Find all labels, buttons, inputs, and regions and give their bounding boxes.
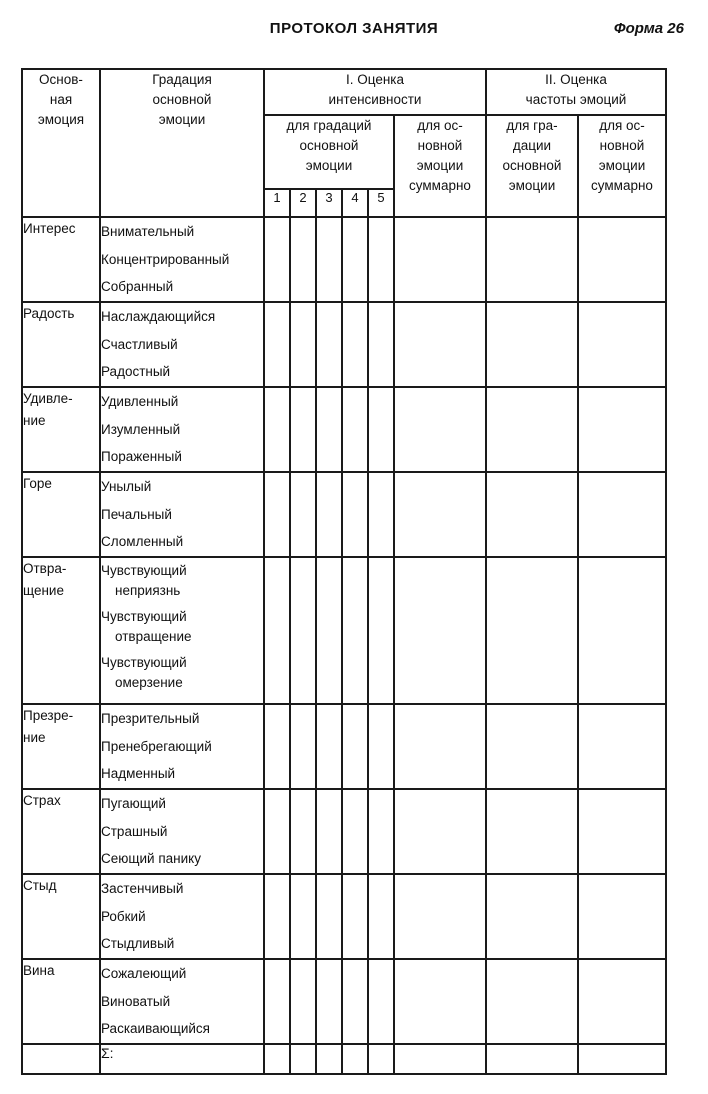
score-cell[interactable] [264,959,290,1044]
score-cell[interactable] [578,789,666,874]
gradation-item: Чувствующий неприязнь [101,563,187,598]
score-cell[interactable] [368,387,394,472]
score-cell[interactable] [578,472,666,557]
score-cell[interactable] [578,217,666,302]
gradation-item: Изумленный [101,421,181,437]
header-gradation: Градация основной эмоции [100,69,264,217]
gradation-item: Сеющий панику [101,851,201,866]
score-cell[interactable] [394,789,486,874]
gradation-item: Надменный [101,766,176,781]
gradation-item: Раскаивающийся [101,1021,210,1036]
score-cell[interactable] [316,557,342,704]
score-cell[interactable] [578,874,666,959]
emotion-name: Удивле- ние [22,387,100,472]
score-cell[interactable] [394,874,486,959]
score-cell[interactable] [316,302,342,387]
emotion-name: Интерес [22,217,100,302]
gradation-item: Собранный [101,279,174,294]
emotion-name: Горе [22,472,100,557]
gradation-item: Презрительный [101,711,200,726]
header-intensity-grades: для градаций основной эмоции [264,115,394,189]
score-cell[interactable] [316,387,342,472]
emotion-row [22,302,666,387]
score-cell[interactable] [290,874,316,959]
score-cell[interactable] [368,302,394,387]
score-cell[interactable] [316,959,342,1044]
emotion-row [22,789,666,874]
emotion-name: Страх [22,789,100,874]
score-cell[interactable] [290,704,316,789]
header-frequency-total: для ос- новной эмоции суммарно [578,115,666,217]
gradation-list [100,704,264,789]
emotion-row [22,704,666,789]
score-cell[interactable] [486,387,578,472]
score-cell[interactable] [264,557,290,704]
score-cell[interactable] [368,874,394,959]
emotion-name: Презре- ние [22,704,100,789]
gradation-item: Печальный [101,506,172,522]
gradation-item: Застенчивый [101,881,184,896]
score-cell[interactable] [316,217,342,302]
score-cell[interactable] [394,704,486,789]
score-cell[interactable] [394,217,486,302]
gradation-item: Стыдливый [101,936,175,951]
gradation-item: Наслаждающийся [101,309,216,324]
grade-number-1: 1 [264,189,290,217]
gradation-list [100,472,264,557]
score-cell[interactable] [342,704,368,789]
score-cell[interactable] [368,959,394,1044]
sum-cell[interactable] [342,1044,368,1074]
score-cell[interactable] [264,472,290,557]
emotion-name: Стыд [22,874,100,959]
emotion-row [22,387,666,472]
score-cell[interactable] [486,557,578,704]
score-cell[interactable] [394,387,486,472]
score-cell[interactable] [342,472,368,557]
gradation-item: Виноватый [101,993,171,1009]
gradation-item: Сожалеющий [101,966,187,981]
score-cell[interactable] [290,302,316,387]
emotion-name: Отвра- щение [22,557,100,704]
gradation-list [100,789,264,874]
emotion-row [22,217,666,302]
page-title: ПРОТОКОЛ ЗАНЯТИЯ [269,20,439,37]
score-cell[interactable] [316,472,342,557]
gradation-item: Концентрированный [101,251,230,267]
sum-cell[interactable] [578,1044,666,1074]
gradation-item: Удивленный [101,394,179,409]
gradation-item: Радостный [101,364,171,379]
sum-cell[interactable] [486,1044,578,1074]
sum-cell[interactable] [264,1044,290,1074]
score-cell[interactable] [368,704,394,789]
score-cell[interactable] [578,302,666,387]
score-cell[interactable] [342,789,368,874]
score-cell[interactable] [486,874,578,959]
header-frequency-group: II. Оценка частоты эмоций [486,69,666,115]
protocol-table [21,68,667,1075]
gradation-item: Внимательный [101,224,195,239]
header-intensity-total: для ос- новной эмоции суммарно [394,115,486,217]
score-cell[interactable] [342,874,368,959]
emotion-row [22,874,666,959]
score-cell[interactable] [394,302,486,387]
sum-cell[interactable] [290,1044,316,1074]
score-cell[interactable] [316,789,342,874]
gradation-item: Унылый [101,479,152,494]
score-cell[interactable] [316,704,342,789]
grade-number-5: 5 [368,189,394,217]
score-cell[interactable] [264,874,290,959]
gradation-item: Чувствующий омерзение [101,655,187,690]
score-cell[interactable] [342,557,368,704]
score-cell[interactable] [290,789,316,874]
score-cell[interactable] [368,472,394,557]
emotion-row [22,557,666,704]
gradation-list [100,557,264,704]
score-cell[interactable] [578,387,666,472]
score-cell[interactable] [486,302,578,387]
sigma-label: Σ: [100,1044,264,1074]
score-cell[interactable] [264,387,290,472]
gradation-item: Пораженный [101,449,182,464]
grade-number-3: 3 [316,189,342,217]
score-cell[interactable] [578,704,666,789]
score-cell[interactable] [316,874,342,959]
gradation-item: Страшный [101,823,168,839]
header-emotion: Основ- ная эмоция [22,69,100,217]
score-cell[interactable] [290,217,316,302]
emotion-name: Вина [22,959,100,1044]
score-cell[interactable] [264,789,290,874]
gradation-list [100,959,264,1044]
header-frequency-grades: для гра- дации основной эмоции [486,115,578,217]
score-cell[interactable] [290,472,316,557]
score-cell[interactable] [290,959,316,1044]
score-cell[interactable] [486,217,578,302]
score-cell[interactable] [342,302,368,387]
emotion-row [22,959,666,1044]
score-cell[interactable] [342,217,368,302]
score-cell[interactable] [290,387,316,472]
score-cell[interactable] [486,959,578,1044]
score-cell[interactable] [486,704,578,789]
gradation-list [100,217,264,302]
gradation-item: Счастливый [101,336,178,352]
sum-cell[interactable] [394,1044,486,1074]
emotion-row [22,472,666,557]
gradation-item: Чувствующий отвращение [101,609,192,644]
score-cell[interactable] [368,217,394,302]
score-cell[interactable] [394,557,486,704]
score-cell[interactable] [290,557,316,704]
score-cell[interactable] [394,959,486,1044]
score-cell[interactable] [578,959,666,1044]
form-number-label: Форма 26 [613,20,684,37]
score-cell[interactable] [368,557,394,704]
score-cell[interactable] [578,557,666,704]
sum-cell[interactable] [316,1044,342,1074]
score-cell[interactable] [394,472,486,557]
score-cell[interactable] [342,387,368,472]
grade-number-2: 2 [290,189,316,217]
gradation-item: Робкий [101,908,146,924]
sum-cell[interactable] [368,1044,394,1074]
score-cell[interactable] [342,959,368,1044]
score-cell[interactable] [368,789,394,874]
gradation-item: Пренебрегающий [101,738,212,754]
grade-number-4: 4 [342,189,368,217]
header-intensity-group: I. Оценка интенсивности [264,69,486,115]
gradation-list [100,874,264,959]
score-cell[interactable] [486,472,578,557]
gradation-item: Пугающий [101,796,166,811]
gradation-item: Сломленный [101,534,184,549]
score-cell[interactable] [486,789,578,874]
score-cell[interactable] [264,704,290,789]
emotion-name: Радость [22,302,100,387]
score-cell[interactable] [264,217,290,302]
score-cell[interactable] [264,302,290,387]
gradation-list [100,302,264,387]
gradation-list [100,387,264,472]
